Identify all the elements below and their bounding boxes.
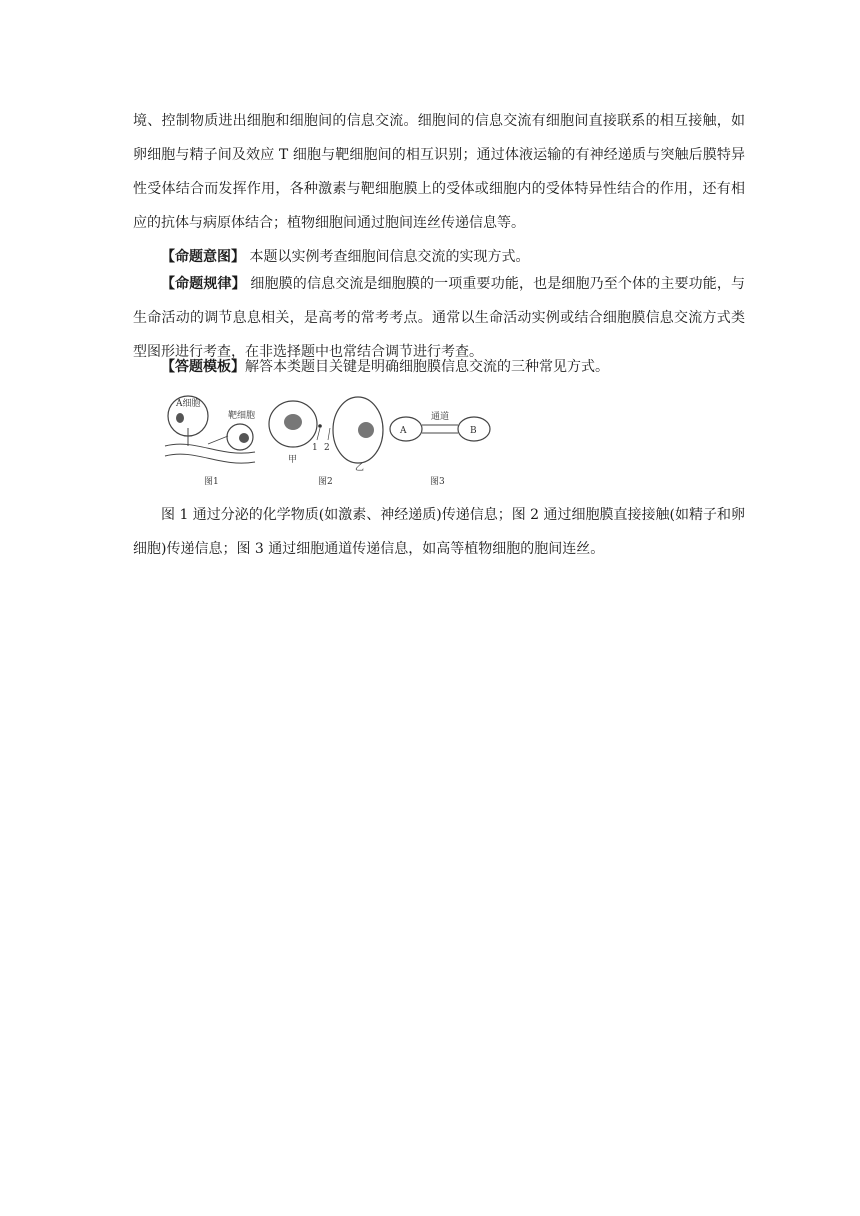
template-text: 解答本类题目关键是明确细胞膜信息交流的三种常见方式。 [245, 359, 609, 375]
figure-2 [269, 397, 383, 487]
fig2-caption: 图2 [318, 477, 333, 487]
fig2-num1: 1 [312, 443, 318, 453]
fig1-cell-a-label: A细胞 [176, 399, 201, 409]
fig3-cell-b: B [470, 426, 477, 436]
fig3-cell-a: A [400, 426, 407, 436]
paragraph-explanation: 境、控制物质进出细胞和细胞间的信息交流。细胞间的信息交流有细胞间直接联系的相互接触，如卵细胞与精子间及效应 T 细胞与靶细胞间的相互识别；通过体液运输的有神经递质与突触后膜特异性受体结合而发挥作用，各种激素与靶细胞膜上的受体或细胞内的受体特异性结合的作用，还有相应的抗体与病原体结合；植物细胞间通过胞间连丝传递信息等。 [133, 113, 745, 231]
paragraph-template [133, 350, 745, 384]
paragraph-figure-explanation: 图 1 通过分泌的化学物质(如激素、神经递质)传递信息；图 2 通过细胞膜直接接触(如精子和卵细胞)传递信息；图 3 通过细胞通道传递信息，如高等植物细胞的胞间连丝。 [133, 507, 745, 557]
fig3-channel-label: 通道 [431, 412, 450, 422]
template-tag: 【答题模板】 [161, 359, 245, 375]
fig1-caption: 图1 [204, 477, 219, 487]
figure-1 [165, 396, 255, 487]
fig2-right-label: 乙 [355, 463, 365, 473]
pattern-tag: 【命题规律】 [161, 276, 246, 292]
fig1-target-label: 靶细胞 [228, 411, 256, 421]
pattern-text: 细胞膜的信息交流是细胞膜的一项重要功能，也是细胞乃至个体的主要功能，与生命活动的调节息息相关，是高考的常考考点。通常以生命活动实例或结合细胞膜信息交流方式类型图形进行考查，在非选择题中也常结合调节进行考查。 [133, 276, 745, 360]
fig2-left-label: 甲 [288, 455, 298, 465]
intent-text: 本题以实例考查细胞间信息交流的实现方式。 [245, 249, 530, 265]
fig3-caption: 图3 [430, 477, 445, 487]
fig2-num2: 2 [324, 443, 330, 453]
cell-signaling-figure [160, 388, 505, 488]
intent-tag: 【命题意图】 [161, 249, 245, 265]
figure-3 [390, 410, 490, 487]
